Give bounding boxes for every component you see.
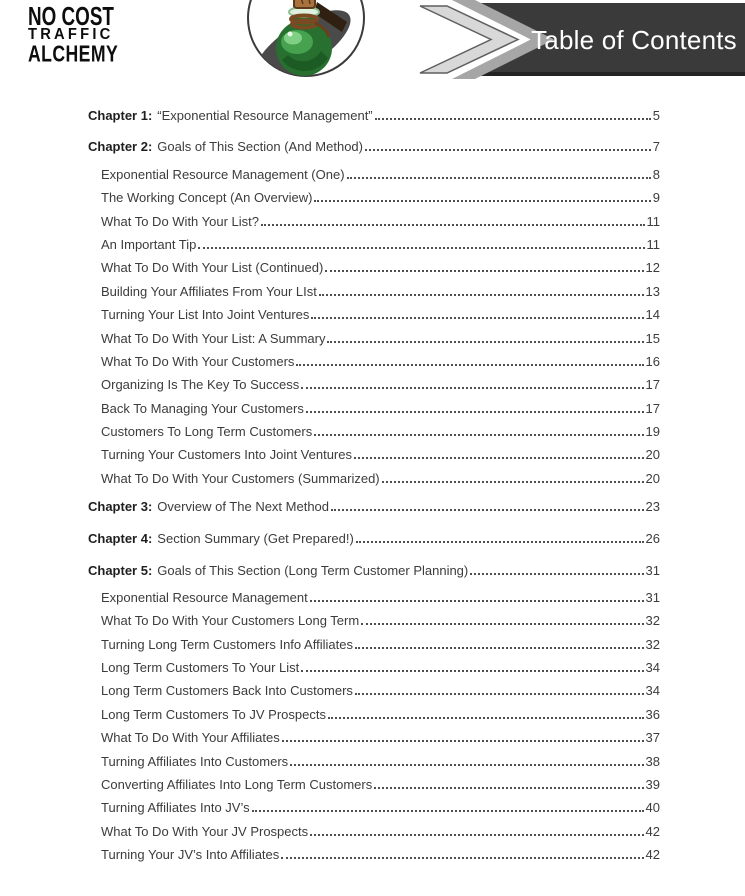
toc-entry (88, 191, 660, 204)
toc-entry-page-number: 34 (645, 660, 660, 676)
logo-line-1: NO COST (28, 1, 114, 31)
dot-leader (311, 317, 643, 319)
toc-entry-page-number: 17 (645, 400, 660, 416)
toc-entry (88, 532, 660, 545)
toc-entry-page-number: 12 (645, 260, 660, 276)
logo-line-3: ALCHEMY (28, 41, 119, 67)
toc-entry (88, 825, 660, 838)
dot-leader (361, 623, 643, 625)
dot-leader (281, 857, 643, 859)
dot-leader (374, 787, 643, 789)
toc-entry-page-number: 11 (646, 213, 660, 229)
toc-entry-title: Turning Affiliates Into Customers (101, 753, 289, 769)
dot-leader (331, 509, 644, 511)
toc-entry-page-number: 17 (645, 377, 660, 393)
toc-entry-chapter-prefix: Chapter 2: (88, 139, 153, 155)
toc-entry-title: What To Do With Your JV Prospects (101, 823, 309, 839)
dot-leader (355, 647, 644, 649)
toc-entry-title: Long Term Customers To JV Prospects (101, 706, 326, 722)
toc-entry-title: Organizing Is The Key To Success (101, 377, 300, 393)
toc-entry (88, 448, 660, 461)
toc-entry-title: An Important Tip (101, 236, 197, 252)
toc-entry (88, 684, 660, 697)
toc-entry-page-number: 34 (645, 683, 660, 699)
dot-leader (382, 481, 644, 483)
toc-entry-title: What To Do With Your List (Continued) (101, 260, 324, 276)
toc-entry-title: Exponential Resource Management (101, 589, 308, 605)
toc-entry-title: Long Term Customers Back Into Customers (101, 683, 353, 699)
dot-leader (198, 247, 644, 249)
toc-entry (88, 168, 660, 181)
toc-entry-title: Turning Your List Into Joint Ventures (101, 307, 310, 323)
toc-entry-title: Goals of This Section (And Method) (157, 139, 363, 155)
toc-entry-page-number: 38 (645, 753, 660, 769)
toc-entry-title: Turning Your Customers Into Joint Ventures (101, 447, 352, 463)
toc-entry-page-number: 20 (645, 470, 660, 486)
toc-entry-title: What To Do With Your List? (101, 213, 260, 229)
toc-entry (88, 731, 660, 744)
toc-entry (88, 238, 660, 251)
dot-leader (355, 693, 644, 695)
toc-entry-page-number: 32 (645, 636, 660, 652)
toc-entry (88, 355, 660, 368)
dot-leader (252, 810, 644, 812)
toc-entry (88, 215, 660, 228)
toc-entry (88, 308, 660, 321)
dot-leader (306, 411, 644, 413)
toc-entry-title: Turning Affiliates Into JV’s (101, 800, 250, 816)
toc-entry (88, 402, 660, 415)
toc-entry-page-number: 8 (652, 166, 660, 182)
toc-entry-title: Turning Your JV’s Into Affiliates (101, 847, 280, 863)
dot-leader (325, 270, 643, 272)
toc-entry (88, 614, 660, 627)
toc-entry-title: What To Do With Your Customers (Summarized) (101, 470, 380, 486)
dot-leader (314, 434, 643, 436)
toc-entry-chapter-prefix: Chapter 1: (88, 107, 153, 123)
toc-entry-page-number: 7 (652, 139, 660, 155)
potion-bottle-icon (243, 0, 369, 86)
dot-leader (347, 177, 651, 179)
dot-leader (282, 740, 644, 742)
toc-entry-title: Building Your Affiliates From Your LIst (101, 283, 317, 299)
dot-leader (261, 224, 644, 226)
dot-leader (328, 717, 644, 719)
dot-leader (327, 341, 643, 343)
toc-entry-title: Overview of The Next Method (157, 498, 330, 514)
dot-leader (354, 457, 644, 459)
toc-entry-page-number: 39 (645, 777, 660, 793)
toc-entry (88, 500, 660, 513)
toc-entry-page-number: 31 (645, 589, 660, 605)
toc-entry-title: What To Do With Your Customers (101, 353, 295, 369)
dot-leader (296, 364, 643, 366)
toc-entry-page-number: 16 (645, 353, 660, 369)
toc-entry-title: Long Term Customers To Your List (101, 660, 300, 676)
toc-entry-title: Goals of This Section (Long Term Customer Planning) (157, 562, 469, 578)
toc-entry-page-number: 36 (645, 706, 660, 722)
logo-line-2: TRAFFIC (28, 26, 114, 43)
toc-entry-page-number: 42 (645, 847, 660, 863)
toc-entry (88, 801, 660, 814)
toc-entry (88, 591, 660, 604)
dot-leader (356, 541, 644, 543)
dot-leader (314, 200, 650, 202)
toc-entry-page-number: 26 (645, 530, 660, 546)
dot-leader (310, 600, 644, 602)
toc-entry-page-number: 5 (652, 107, 660, 123)
toc-entry (88, 378, 660, 391)
toc-entry (88, 661, 660, 674)
dot-leader (365, 149, 651, 151)
table-of-contents (0, 88, 745, 872)
toc-entry-title: Converting Affiliates Into Long Term Customers (101, 777, 373, 793)
toc-entry (88, 708, 660, 721)
toc-entry (88, 140, 660, 153)
toc-entry-title: What To Do With Your List: A Summary (101, 330, 326, 346)
toc-entry (88, 848, 660, 861)
toc-entry-title: Back To Managing Your Customers (101, 400, 304, 416)
toc-entry-page-number: 15 (645, 330, 660, 346)
toc-entry-page-number: 42 (645, 823, 660, 839)
toc-entry-title: Turning Long Term Customers Info Affiliates (101, 636, 353, 652)
toc-entry (88, 285, 660, 298)
brand-logo (28, 1, 135, 67)
toc-entry-page-number: 32 (645, 613, 660, 629)
toc-entry-title: What To Do With Your Customers Long Term (101, 613, 360, 629)
toc-entry-page-number: 23 (645, 498, 660, 514)
toc-entry-title: Exponential Resource Management (One) (101, 166, 345, 182)
toc-entry-page-number: 11 (646, 236, 660, 252)
toc-entry (88, 778, 660, 791)
toc-entry (88, 332, 660, 345)
toc-entry-page-number: 20 (645, 447, 660, 463)
toc-entry-title: What To Do With Your Affiliates (101, 730, 280, 746)
toc-entry-page-number: 14 (645, 307, 660, 323)
toc-entry-page-number: 9 (652, 190, 660, 206)
toc-entry-title: Section Summary (Get Prepared!) (157, 530, 354, 546)
dot-leader (319, 294, 644, 296)
toc-entry (88, 261, 660, 274)
toc-entry (88, 638, 660, 651)
dot-leader (290, 764, 643, 766)
page-title: Table of Contents (531, 25, 737, 55)
dot-leader (375, 118, 651, 120)
toc-entry (88, 109, 660, 122)
dot-leader (470, 573, 643, 575)
toc-entry (88, 564, 660, 577)
page-header (0, 0, 745, 88)
toc-entry-page-number: 31 (645, 562, 660, 578)
toc-entry (88, 425, 660, 438)
toc-entry-title: “Exponential Resource Management” (157, 107, 373, 123)
toc-entry-title: The Working Concept (An Overview) (101, 190, 313, 206)
toc-entry-page-number: 19 (645, 424, 660, 440)
dot-leader (301, 670, 643, 672)
toc-entry-chapter-prefix: Chapter 3: (88, 498, 153, 514)
toc-entry-page-number: 40 (645, 800, 660, 816)
toc-entry-title: Customers To Long Term Customers (101, 424, 313, 440)
dot-leader (301, 387, 643, 389)
toc-entry-chapter-prefix: Chapter 4: (88, 530, 153, 546)
toc-entry-chapter-prefix: Chapter 5: (88, 562, 153, 578)
toc-entry (88, 472, 660, 485)
toc-entry-page-number: 37 (645, 730, 660, 746)
toc-entry-page-number: 13 (645, 283, 660, 299)
dot-leader (310, 834, 643, 836)
toc-entry (88, 755, 660, 768)
